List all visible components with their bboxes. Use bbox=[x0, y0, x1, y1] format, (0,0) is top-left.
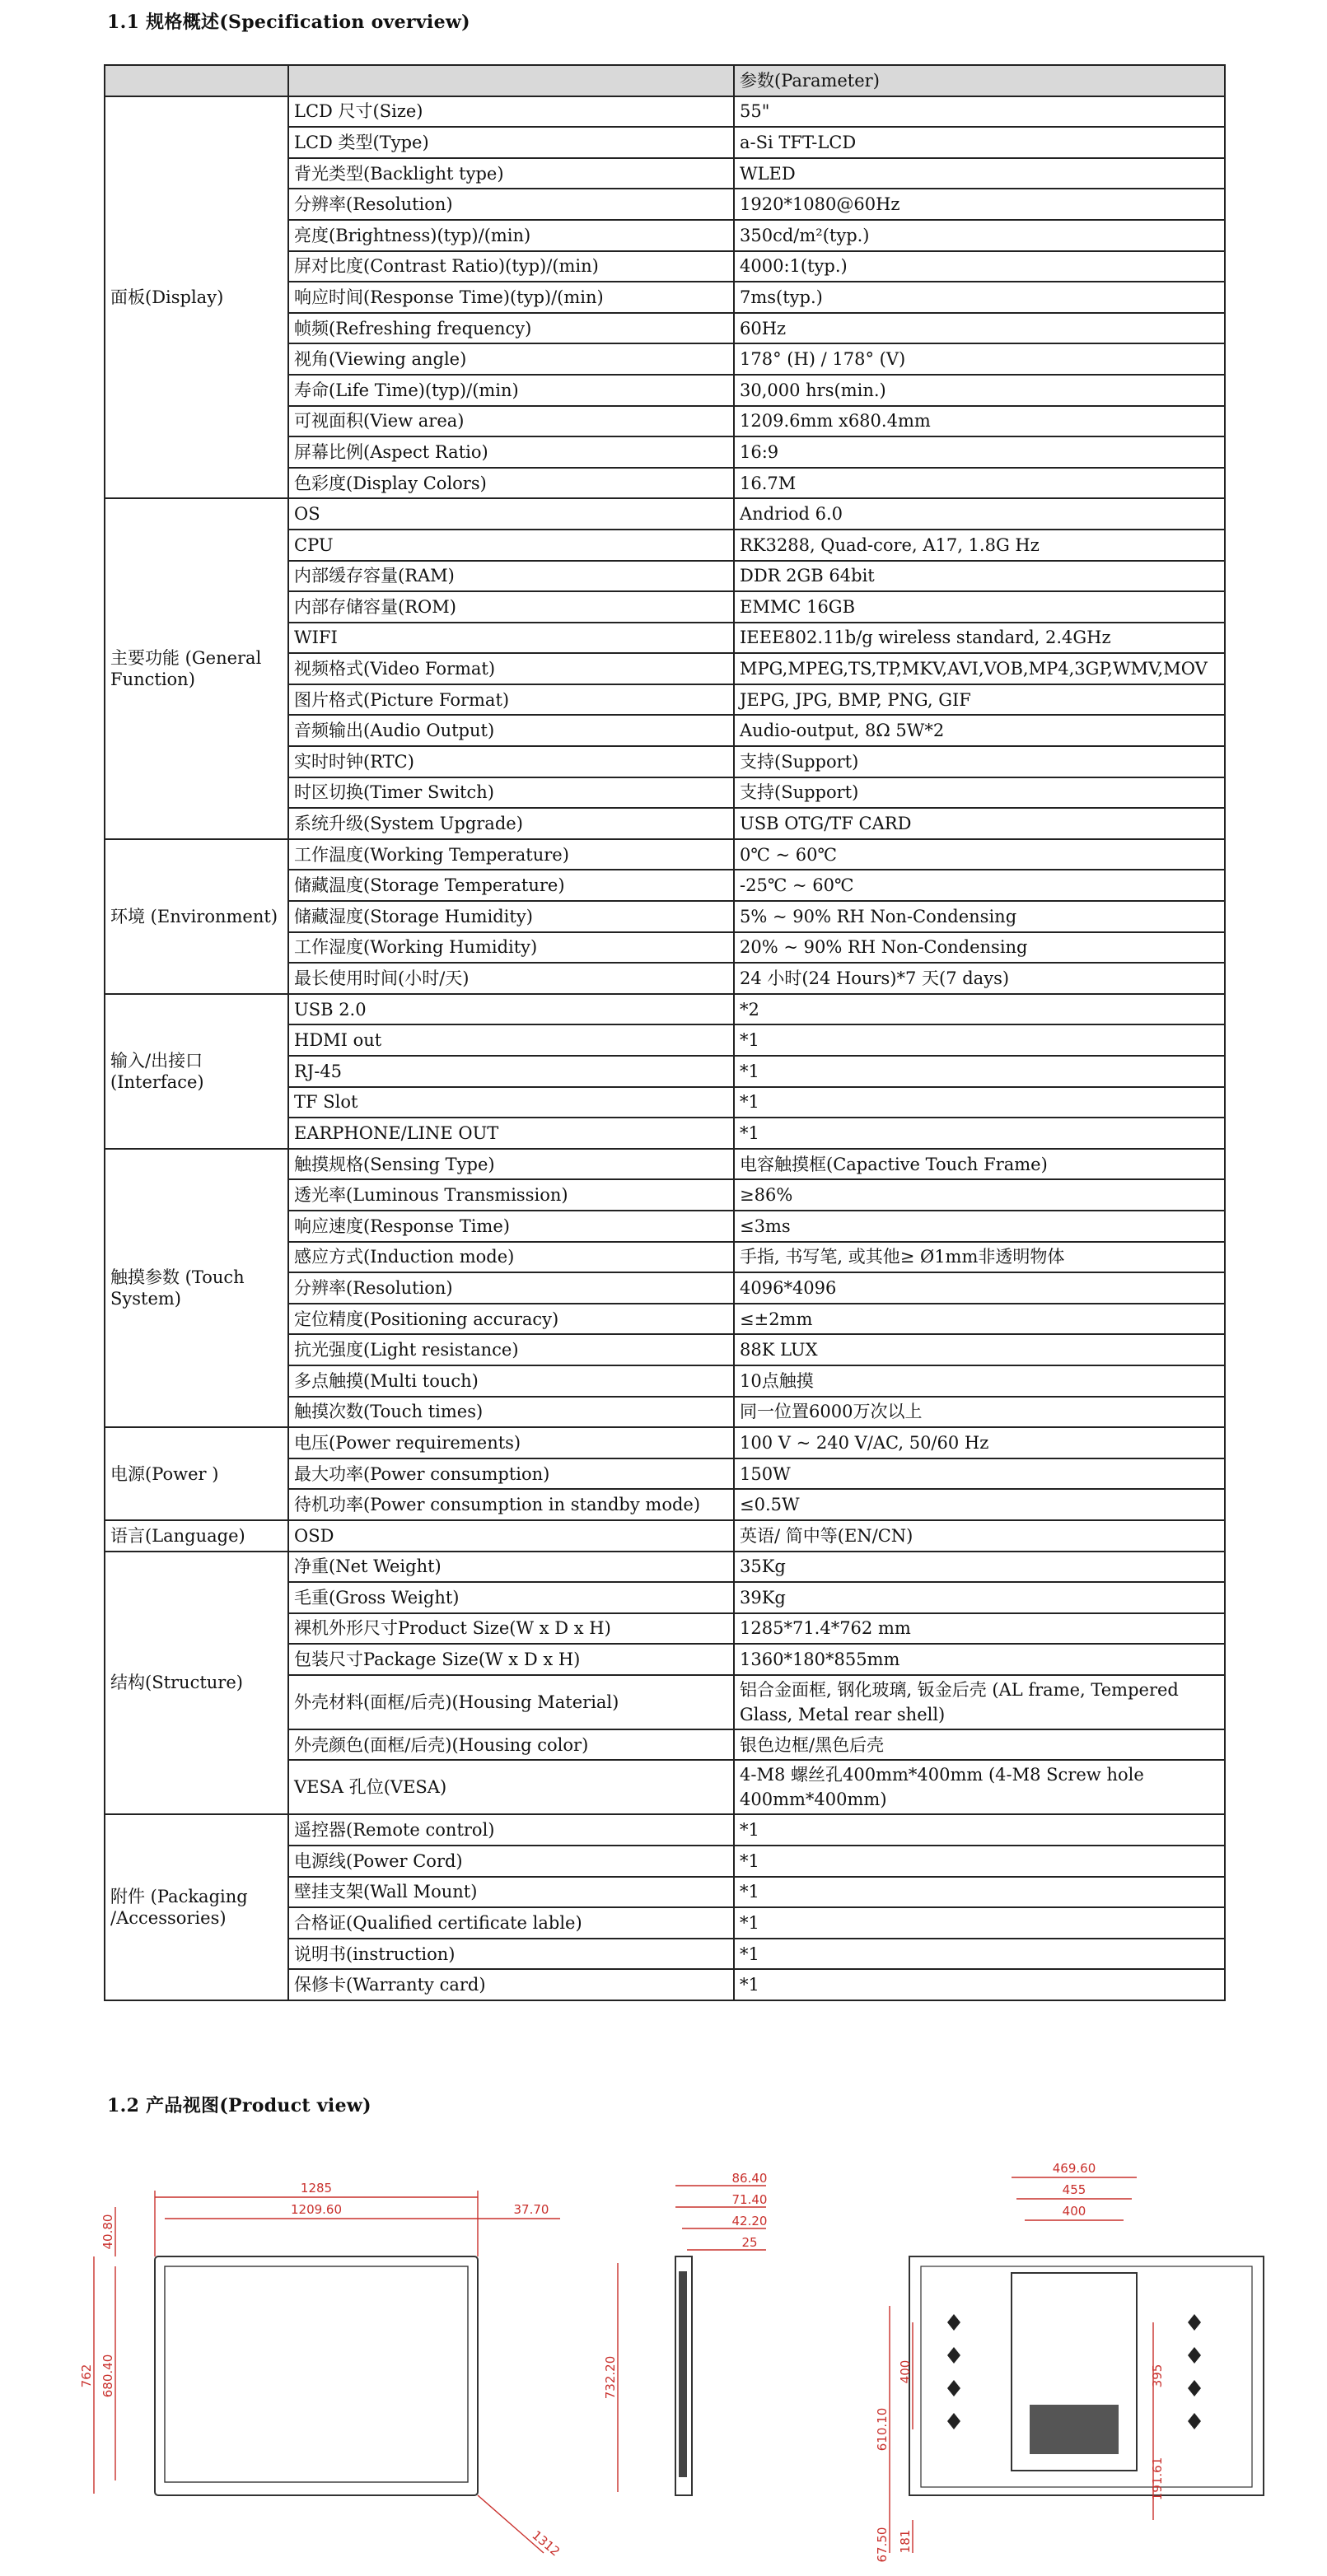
table-row bbox=[105, 1814, 1225, 1846]
dim-40: 40.80 bbox=[100, 2214, 115, 2250]
category-cell: 环境 (Environment) bbox=[105, 839, 288, 994]
spec-value-cell: 24 小时(24 Hours)*7 天(7 days) bbox=[734, 963, 1225, 994]
spec-item-cell: 壁挂支架(Wall Mount) bbox=[288, 1877, 734, 1908]
category-cell: 结构(Structure) bbox=[105, 1552, 288, 1815]
category-cell: 电源(Power ) bbox=[105, 1427, 288, 1520]
spec-value-cell: 16:9 bbox=[734, 436, 1225, 468]
spec-value-cell: MPG,MPEG,TS,TP,MKV,AVI,VOB,MP4,3GP,WMV,MOV bbox=[734, 653, 1225, 684]
spec-item-cell: 储藏温度(Storage Temperature) bbox=[288, 870, 734, 901]
dim-469: 469.60 bbox=[1052, 2161, 1096, 2176]
dim-400v: 400 bbox=[898, 2359, 913, 2384]
dim-191: 191.61 bbox=[1150, 2457, 1165, 2501]
header-col-category bbox=[105, 65, 288, 96]
spec-value-cell: 39Kg bbox=[734, 1582, 1225, 1613]
spec-value-cell: EMMC 16GB bbox=[734, 591, 1225, 623]
side-view-drawing bbox=[601, 2171, 791, 2561]
spec-value-cell: 支持(Support) bbox=[734, 746, 1225, 777]
spec-value-cell: IEEE802.11b/g wireless standard, 2.4GHz bbox=[734, 623, 1225, 654]
dim-181: 181 bbox=[898, 2529, 913, 2554]
table-row bbox=[105, 1149, 1225, 1180]
spec-value-cell: 88K LUX bbox=[734, 1334, 1225, 1365]
spec-value-cell: 4-M8 螺丝孔400mm*400mm (4-M8 Screw hole 400mm*400mm) bbox=[734, 1760, 1225, 1814]
spec-value-cell: 1920*1080@60Hz bbox=[734, 189, 1225, 220]
spec-value-cell: WLED bbox=[734, 158, 1225, 189]
dim-42: 42.20 bbox=[731, 2214, 768, 2228]
spec-item-cell: EARPHONE/LINE OUT bbox=[288, 1118, 734, 1149]
spec-value-cell: 10点触摸 bbox=[734, 1365, 1225, 1397]
spec-value-cell: 55" bbox=[734, 96, 1225, 128]
spec-value-cell: 100 V ~ 240 V/AC, 50/60 Hz bbox=[734, 1427, 1225, 1458]
spec-value-cell: Andriod 6.0 bbox=[734, 498, 1225, 530]
dim-37: 37.70 bbox=[513, 2202, 549, 2217]
dim-1285: 1285 bbox=[300, 2181, 333, 2196]
spec-value-cell: 支持(Support) bbox=[734, 777, 1225, 809]
spec-value-cell: *1 bbox=[734, 1087, 1225, 1118]
spec-value-cell: 35Kg bbox=[734, 1552, 1225, 1583]
spec-item-cell: 触摸次数(Touch times) bbox=[288, 1397, 734, 1428]
spec-value-cell: USB OTG/TF CARD bbox=[734, 808, 1225, 839]
spec-item-cell: 定位精度(Positioning accuracy) bbox=[288, 1304, 734, 1335]
spec-value-cell: 7ms(typ.) bbox=[734, 282, 1225, 313]
spec-item-cell: 分辨率(Resolution) bbox=[288, 1272, 734, 1304]
spec-value-cell: 0℃ ~ 60℃ bbox=[734, 839, 1225, 870]
spec-value-cell: a-Si TFT-LCD bbox=[734, 127, 1225, 158]
dim-732: 732.20 bbox=[603, 2355, 618, 2400]
spec-item-cell: LCD 类型(Type) bbox=[288, 127, 734, 158]
table-header-row bbox=[105, 65, 1225, 96]
spec-value-cell: 手指, 书写笔, 或其他≥ Ø1mm非透明物体 bbox=[734, 1242, 1225, 1273]
header-col-item bbox=[288, 65, 734, 96]
spec-value-cell: 1360*180*855mm bbox=[734, 1644, 1225, 1675]
table-row bbox=[105, 96, 1225, 128]
spec-item-cell: 多点触摸(Multi touch) bbox=[288, 1365, 734, 1397]
spec-value-cell: 150W bbox=[734, 1458, 1225, 1490]
spec-item-cell: 电源线(Power Cord) bbox=[288, 1846, 734, 1877]
spec-item-cell: 抗光强度(Light resistance) bbox=[288, 1334, 734, 1365]
category-cell: 主要功能 (General Function) bbox=[105, 498, 288, 839]
spec-value-cell: 30,000 hrs(min.) bbox=[734, 375, 1225, 406]
header-col-parameter: 参数(Parameter) bbox=[734, 65, 1225, 96]
spec-value-cell: 铝合金面框, 钢化玻璃, 钣金后壳 (AL frame, Tempered Glass, Metal rear shell) bbox=[734, 1675, 1225, 1729]
spec-value-cell: 60Hz bbox=[734, 313, 1225, 344]
spec-item-cell: 遥控器(Remote control) bbox=[288, 1814, 734, 1846]
spec-value-cell: *2 bbox=[734, 994, 1225, 1025]
spec-item-cell: 视角(Viewing angle) bbox=[288, 343, 734, 375]
dim-680: 680.40 bbox=[100, 2354, 115, 2398]
spec-item-cell: LCD 尺寸(Size) bbox=[288, 96, 734, 128]
monitor-side-body bbox=[679, 2271, 687, 2477]
spec-item-cell: 色彩度(Display Colors) bbox=[288, 468, 734, 499]
table-row bbox=[105, 1520, 1225, 1552]
spec-value-cell: *1 bbox=[734, 1877, 1225, 1908]
category-cell: 附件 (Packaging /Accessories) bbox=[105, 1814, 288, 2000]
spec-value-cell: 电容触摸框(Capactive Touch Frame) bbox=[734, 1149, 1225, 1180]
spec-item-cell: 寿命(Life Time)(typ)/(min) bbox=[288, 375, 734, 406]
vent-grille bbox=[1030, 2405, 1119, 2454]
spec-item-cell: 工作温度(Working Temperature) bbox=[288, 839, 734, 870]
spec-item-cell: OS bbox=[288, 498, 734, 530]
dim-395: 395 bbox=[1150, 2364, 1165, 2388]
dim-400: 400 bbox=[1062, 2204, 1086, 2219]
spec-item-cell: 系统升级(System Upgrade) bbox=[288, 808, 734, 839]
table-row bbox=[105, 994, 1225, 1025]
spec-item-cell: 毛重(Gross Weight) bbox=[288, 1582, 734, 1613]
spec-value-cell: 银色边框/黑色后壳 bbox=[734, 1729, 1225, 1761]
spec-value-cell: 4000:1(typ.) bbox=[734, 251, 1225, 282]
spec-item-cell: 透光率(Luminous Transmission) bbox=[288, 1179, 734, 1211]
spec-item-cell: 触摸规格(Sensing Type) bbox=[288, 1149, 734, 1180]
spec-item-cell: 保修卡(Warranty card) bbox=[288, 1969, 734, 2000]
spec-value-cell: *1 bbox=[734, 1907, 1225, 1939]
spec-table bbox=[104, 64, 1226, 2001]
spec-value-cell: -25℃ ~ 60℃ bbox=[734, 870, 1225, 901]
spec-value-cell: *1 bbox=[734, 1024, 1225, 1056]
spec-value-cell: *1 bbox=[734, 1056, 1225, 1087]
back-view-drawing bbox=[848, 2158, 1260, 2561]
section-heading-product-view: 1.2 产品视图(Product view) bbox=[107, 2095, 371, 2116]
monitor-screen-area bbox=[165, 2266, 468, 2482]
spec-value-cell: *1 bbox=[734, 1969, 1225, 2000]
category-cell: 语言(Language) bbox=[105, 1520, 288, 1552]
spec-item-cell: 内部缓存容量(RAM) bbox=[288, 561, 734, 592]
spec-item-cell: 包装尺寸Package Size(W x D x H) bbox=[288, 1644, 734, 1675]
section-heading-spec: 1.1 规格概述(Specification overview) bbox=[107, 12, 470, 33]
spec-item-cell: 电压(Power requirements) bbox=[288, 1427, 734, 1458]
monitor-back-outline bbox=[909, 2256, 1264, 2495]
dim-1209: 1209.60 bbox=[290, 2202, 343, 2217]
spec-value-cell: *1 bbox=[734, 1939, 1225, 1970]
table-row bbox=[105, 839, 1225, 870]
dim-610: 610.10 bbox=[875, 2407, 890, 2452]
spec-value-cell: 178° (H) / 178° (V) bbox=[734, 343, 1225, 375]
spec-value-cell: 16.7M bbox=[734, 468, 1225, 499]
spec-item-cell: RJ-45 bbox=[288, 1056, 734, 1087]
spec-item-cell: CPU bbox=[288, 530, 734, 561]
spec-value-cell: DDR 2GB 64bit bbox=[734, 561, 1225, 592]
monitor-front-outline bbox=[155, 2256, 478, 2495]
spec-item-cell: VESA 孔位(VESA) bbox=[288, 1760, 734, 1814]
dim-455: 455 bbox=[1062, 2182, 1086, 2197]
spec-item-cell: HDMI out bbox=[288, 1024, 734, 1056]
spec-item-cell: 屏对比度(Contrast Ratio)(typ)/(min) bbox=[288, 251, 734, 282]
spec-value-cell: JEPG, JPG, BMP, PNG, GIF bbox=[734, 684, 1225, 716]
spec-value-cell: 同一位置6000万次以上 bbox=[734, 1397, 1225, 1428]
spec-item-cell: 工作湿度(Working Humidity) bbox=[288, 932, 734, 964]
spec-item-cell: 响应时间(Response Time)(typ)/(min) bbox=[288, 282, 734, 313]
spec-value-cell: 350cd/m²(typ.) bbox=[734, 220, 1225, 251]
spec-item-cell: 音频输出(Audio Output) bbox=[288, 715, 734, 746]
spec-item-cell: 净重(Net Weight) bbox=[288, 1552, 734, 1583]
spec-value-cell: *1 bbox=[734, 1814, 1225, 1846]
spec-item-cell: 实时时钟(RTC) bbox=[288, 746, 734, 777]
spec-item-cell: USB 2.0 bbox=[288, 994, 734, 1025]
table-row bbox=[105, 1552, 1225, 1583]
spec-item-cell: 分辨率(Resolution) bbox=[288, 189, 734, 220]
spec-value-cell: ≥86% bbox=[734, 1179, 1225, 1211]
spec-value-cell: 英语/ 简中等(EN/CN) bbox=[734, 1520, 1225, 1552]
spec-item-cell: 外壳材料(面框/后壳)(Housing Material) bbox=[288, 1675, 734, 1729]
spec-value-cell: 5% ~ 90% RH Non-Condensing bbox=[734, 901, 1225, 932]
spec-item-cell: 待机功率(Power consumption in standby mode) bbox=[288, 1489, 734, 1520]
category-cell: 面板(Display) bbox=[105, 96, 288, 499]
spec-item-cell: 感应方式(Induction mode) bbox=[288, 1242, 734, 1273]
spec-item-cell: 背光类型(Backlight type) bbox=[288, 158, 734, 189]
spec-value-cell: 20% ~ 90% RH Non-Condensing bbox=[734, 932, 1225, 964]
spec-item-cell: 说明书(instruction) bbox=[288, 1939, 734, 1970]
spec-value-cell: 4096*4096 bbox=[734, 1272, 1225, 1304]
spec-item-cell: 合格证(Qualified certificate lable) bbox=[288, 1907, 734, 1939]
dim-1312: 1312 bbox=[529, 2527, 563, 2560]
spec-item-cell: 屏幕比例(Aspect Ratio) bbox=[288, 436, 734, 468]
dim-86: 86.40 bbox=[731, 2171, 768, 2186]
spec-item-cell: 储藏湿度(Storage Humidity) bbox=[288, 901, 734, 932]
spec-value-cell: 1209.6mm x680.4mm bbox=[734, 406, 1225, 437]
spec-item-cell: 最大功率(Power consumption) bbox=[288, 1458, 734, 1490]
spec-value-cell: Audio-output, 8Ω 5W*2 bbox=[734, 715, 1225, 746]
spec-item-cell: 时区切换(Timer Switch) bbox=[288, 777, 734, 809]
table-row bbox=[105, 498, 1225, 530]
spec-value-cell: ≤±2mm bbox=[734, 1304, 1225, 1335]
spec-item-cell: WIFI bbox=[288, 623, 734, 654]
spec-value-cell: 1285*71.4*762 mm bbox=[734, 1613, 1225, 1645]
spec-item-cell: 裸机外形尺寸Product Size(W x D x H) bbox=[288, 1613, 734, 1645]
front-view-drawing bbox=[79, 2174, 577, 2561]
spec-value-cell: ≤0.5W bbox=[734, 1489, 1225, 1520]
spec-value-cell: *1 bbox=[734, 1118, 1225, 1149]
spec-item-cell: 内部存储容量(ROM) bbox=[288, 591, 734, 623]
spec-item-cell: TF Slot bbox=[288, 1087, 734, 1118]
dim-25: 25 bbox=[741, 2235, 758, 2250]
category-cell: 输入/出接口 (Interface) bbox=[105, 994, 288, 1149]
spec-item-cell: 图片格式(Picture Format) bbox=[288, 684, 734, 716]
dim-67: 67.50 bbox=[875, 2527, 890, 2563]
dim-762: 762 bbox=[79, 2364, 94, 2388]
spec-item-cell: 帧频(Refreshing frequency) bbox=[288, 313, 734, 344]
spec-value-cell: ≤3ms bbox=[734, 1211, 1225, 1242]
spec-item-cell: 响应速度(Response Time) bbox=[288, 1211, 734, 1242]
spec-item-cell: 视频格式(Video Format) bbox=[288, 653, 734, 684]
spec-item-cell: OSD bbox=[288, 1520, 734, 1552]
spec-item-cell: 最长使用时间(小时/天) bbox=[288, 963, 734, 994]
table-row bbox=[105, 1427, 1225, 1458]
spec-item-cell: 外壳颜色(面框/后壳)(Housing color) bbox=[288, 1729, 734, 1761]
category-cell: 触摸参数 (Touch System) bbox=[105, 1149, 288, 1427]
dim-71: 71.40 bbox=[731, 2192, 768, 2207]
spec-item-cell: 可视面积(View area) bbox=[288, 406, 734, 437]
spec-value-cell: RK3288, Quad-core, A17, 1.8G Hz bbox=[734, 530, 1225, 561]
spec-item-cell: 亮度(Brightness)(typ)/(min) bbox=[288, 220, 734, 251]
spec-value-cell: *1 bbox=[734, 1846, 1225, 1877]
